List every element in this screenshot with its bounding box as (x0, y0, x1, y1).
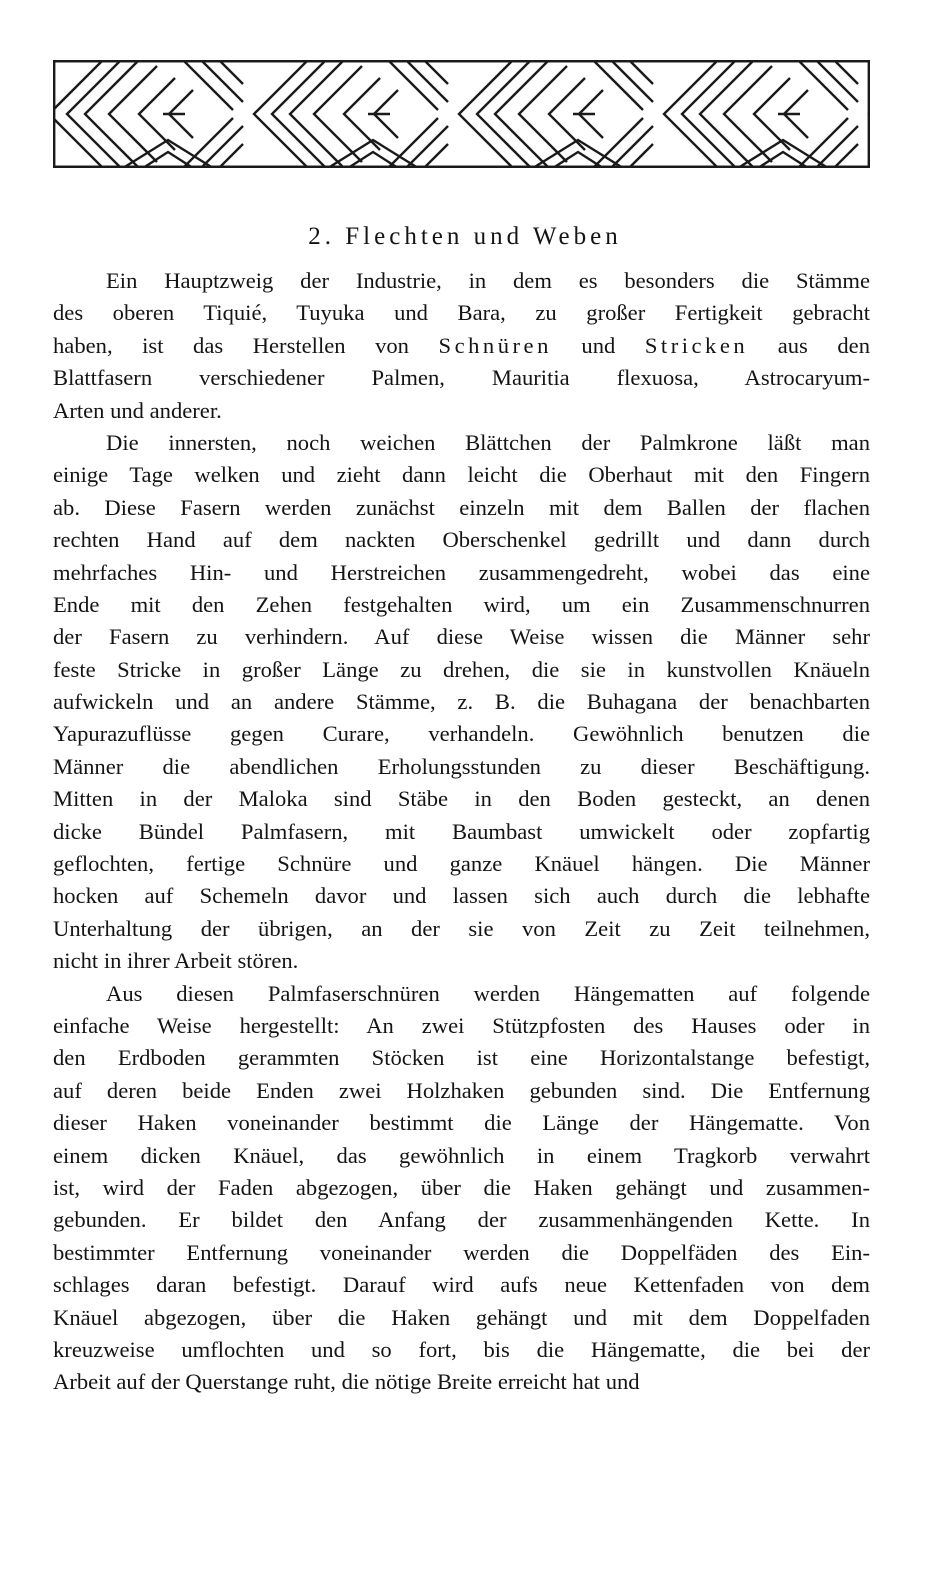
text-line (53, 1010, 870, 1042)
text-line (53, 1334, 870, 1366)
text-run: ab. Diese Fasern werden zunächst einzeln mit dem Ballen der flachen (53, 494, 870, 520)
text-run: und (551, 332, 645, 358)
text-line (53, 265, 870, 297)
text-run: Arbeit auf der Querstange ruht, die nötige Breite erreicht hat und (53, 1369, 640, 1395)
text-run: aufwickeln und an andere Stämme, z. B. die Buhagana der benachbarten (53, 689, 870, 715)
text-run: aus den (748, 332, 870, 358)
text-run: Die innersten, noch weichen Blättchen der Palmkrone läßt man (106, 429, 870, 455)
text-run: geflochten, fertige Schnüre und ganze Knäuel hängen. Die Männer (53, 851, 870, 877)
text-line (53, 427, 870, 459)
text-line (53, 1204, 870, 1236)
body-text (53, 265, 870, 1399)
text-run: einige Tage welken und zieht dann leicht die Oberhaut mit den Fingern (53, 462, 870, 488)
text-line (53, 459, 870, 491)
text-run: dicke Bündel Palmfasern, mit Baumbast umwickelt oder zopfartig (53, 818, 870, 844)
text-line (53, 1140, 870, 1172)
text-run: mehrfaches Hin- und Herstreichen zusammengedreht, wobei das eine (53, 559, 870, 585)
text-run: Ende mit den Zehen festgehalten wird, um ein Zusammenschnurren (53, 591, 870, 617)
spaced-emphasis-text: Stricken (644, 332, 749, 358)
text-line (53, 395, 870, 427)
text-run: einfache Weise hergestellt: An zwei Stützpfosten des Hauses oder in (53, 1012, 870, 1038)
text-line (53, 362, 870, 394)
text-run: gebunden. Er bildet den Anfang der zusammenhängenden Kette. In (53, 1207, 870, 1233)
text-line (53, 492, 870, 524)
decorative-band-ornament (53, 60, 870, 168)
text-line (53, 1075, 870, 1107)
text-run: auf deren beide Enden zwei Holzhaken gebunden sind. Die Entfernung (53, 1077, 870, 1103)
text-run: Aus diesen Palmfaserschnüren werden Hängematten auf folgende (106, 980, 870, 1006)
text-line (53, 913, 870, 945)
text-line (53, 1269, 870, 1301)
text-line (53, 330, 870, 362)
text-line (53, 945, 870, 977)
text-line (53, 783, 870, 815)
text-line (53, 524, 870, 556)
text-run: schlages daran befestigt. Darauf wird aufs neue Kettenfaden von dem (53, 1272, 870, 1298)
paragraph (53, 427, 870, 978)
text-run: Männer die abendlichen Erholungsstunden zu dieser Beschäftigung. (53, 753, 870, 779)
text-run: Yapurazuflüsse gegen Curare, verhandeln. Gewöhnlich benutzen die (53, 721, 870, 747)
paragraph (53, 265, 870, 427)
section-heading: 2. Flechten und Weben (308, 223, 622, 250)
text-run: dieser Haken voneinander bestimmt die Länge der Hängematte. Von (53, 1110, 870, 1136)
text-line (53, 621, 870, 653)
text-run: bestimmter Entfernung voneinander werden die Doppelfäden des Ein- (53, 1239, 870, 1265)
text-line (53, 816, 870, 848)
text-run: hocken auf Schemeln davor und lassen sich auch durch die lebhafte (53, 883, 870, 909)
text-line (53, 654, 870, 686)
text-run: Knäuel abgezogen, über die Haken gehängt und mit dem Doppelfaden (53, 1304, 870, 1330)
text-line (53, 880, 870, 912)
text-run: Arten und anderer. (53, 397, 222, 423)
text-run: Ein Hauptzweig der Industrie, in dem es besonders die Stämme (106, 268, 870, 293)
text-run: der Fasern zu verhindern. Auf diese Weise wissen die Männer sehr (53, 624, 870, 650)
text-line (53, 1172, 870, 1204)
text-run: ist, wird der Faden abgezogen, über die Haken gehängt und zusammen- (53, 1174, 870, 1200)
woven-pattern-graphic (53, 60, 870, 168)
text-line (53, 297, 870, 329)
text-line (53, 978, 870, 1010)
text-run: den Erdboden gerammten Stöcken ist eine Horizontalstange befestigt, (53, 1045, 870, 1071)
text-run: des oberen Tiquié, Tuyuka und Bara, zu großer Fertigkeit gebracht (53, 300, 870, 326)
text-line (53, 751, 870, 783)
text-line (53, 1366, 870, 1398)
text-line (53, 686, 870, 718)
paragraph (53, 978, 870, 1399)
text-line (53, 1107, 870, 1139)
text-run: Blattfasern verschiedener Palmen, Mauritia flexuosa, Astrocaryum- (53, 365, 870, 391)
text-run: nicht in ihrer Arbeit stören. (53, 948, 299, 974)
text-line (53, 1302, 870, 1334)
text-line (53, 557, 870, 589)
text-run: einem dicken Knäuel, das gewöhnlich in einem Tragkorb verwahrt (53, 1142, 870, 1168)
text-run: Unterhaltung der übrigen, an der sie von Zeit zu Zeit teilnehmen, (53, 915, 870, 941)
text-run: rechten Hand auf dem nackten Oberschenkel gedrillt und dann durch (53, 527, 870, 553)
text-run: haben, ist das Herstellen von (53, 332, 439, 358)
text-run: kreuzweise umflochten und so fort, bis die Hängematte, die bei der (53, 1336, 870, 1362)
spaced-emphasis-text: Schnüren (438, 332, 552, 358)
text-line (53, 1042, 870, 1074)
text-run: Mitten in der Maloka sind Stäbe in den Boden gesteckt, an denen (53, 786, 870, 812)
text-line (53, 1237, 870, 1269)
text-run: feste Stricke in großer Länge zu drehen, die sie in kunstvollen Knäueln (53, 656, 870, 682)
text-line (53, 718, 870, 750)
text-line (53, 848, 870, 880)
text-line (53, 589, 870, 621)
